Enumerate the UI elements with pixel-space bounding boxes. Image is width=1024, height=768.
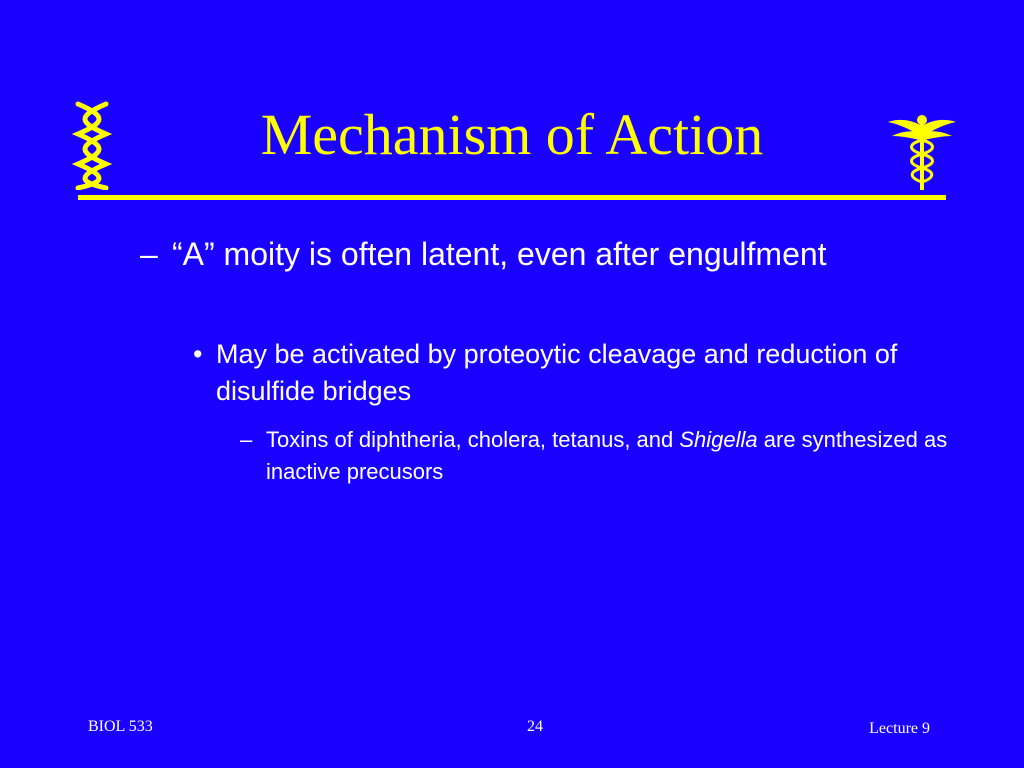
footer-page-number: 24 [527, 718, 543, 735]
dash-marker: – [240, 427, 253, 452]
bullet-level-3-italic: Shigella [679, 427, 758, 452]
footer-lecture: Lecture 9 [869, 720, 930, 737]
slide-title: Mechanism of Action [260, 102, 764, 167]
dash-marker: – [140, 236, 158, 272]
bullet-marker: • [193, 339, 203, 369]
bullet-level-3 [240, 424, 996, 488]
title-underline [78, 195, 946, 200]
bullet-level-2 [193, 336, 936, 410]
bullet-level-3-text-after: are synthesized as inactive precusors [266, 427, 948, 484]
caduceus-icon [886, 112, 958, 192]
bullet-level-1 [140, 234, 892, 274]
footer-course: BIOL 533 [88, 718, 153, 735]
bullet-level-3-text-before: Toxins of diphtheria, cholera, tetanus, and [266, 427, 680, 452]
bullet-level-1-text: “A” moity is often latent, even after engulfment [172, 236, 827, 272]
bullet-level-2-text: May be activated by proteoytic cleavage and reduction of disulfide bridges [216, 339, 898, 406]
